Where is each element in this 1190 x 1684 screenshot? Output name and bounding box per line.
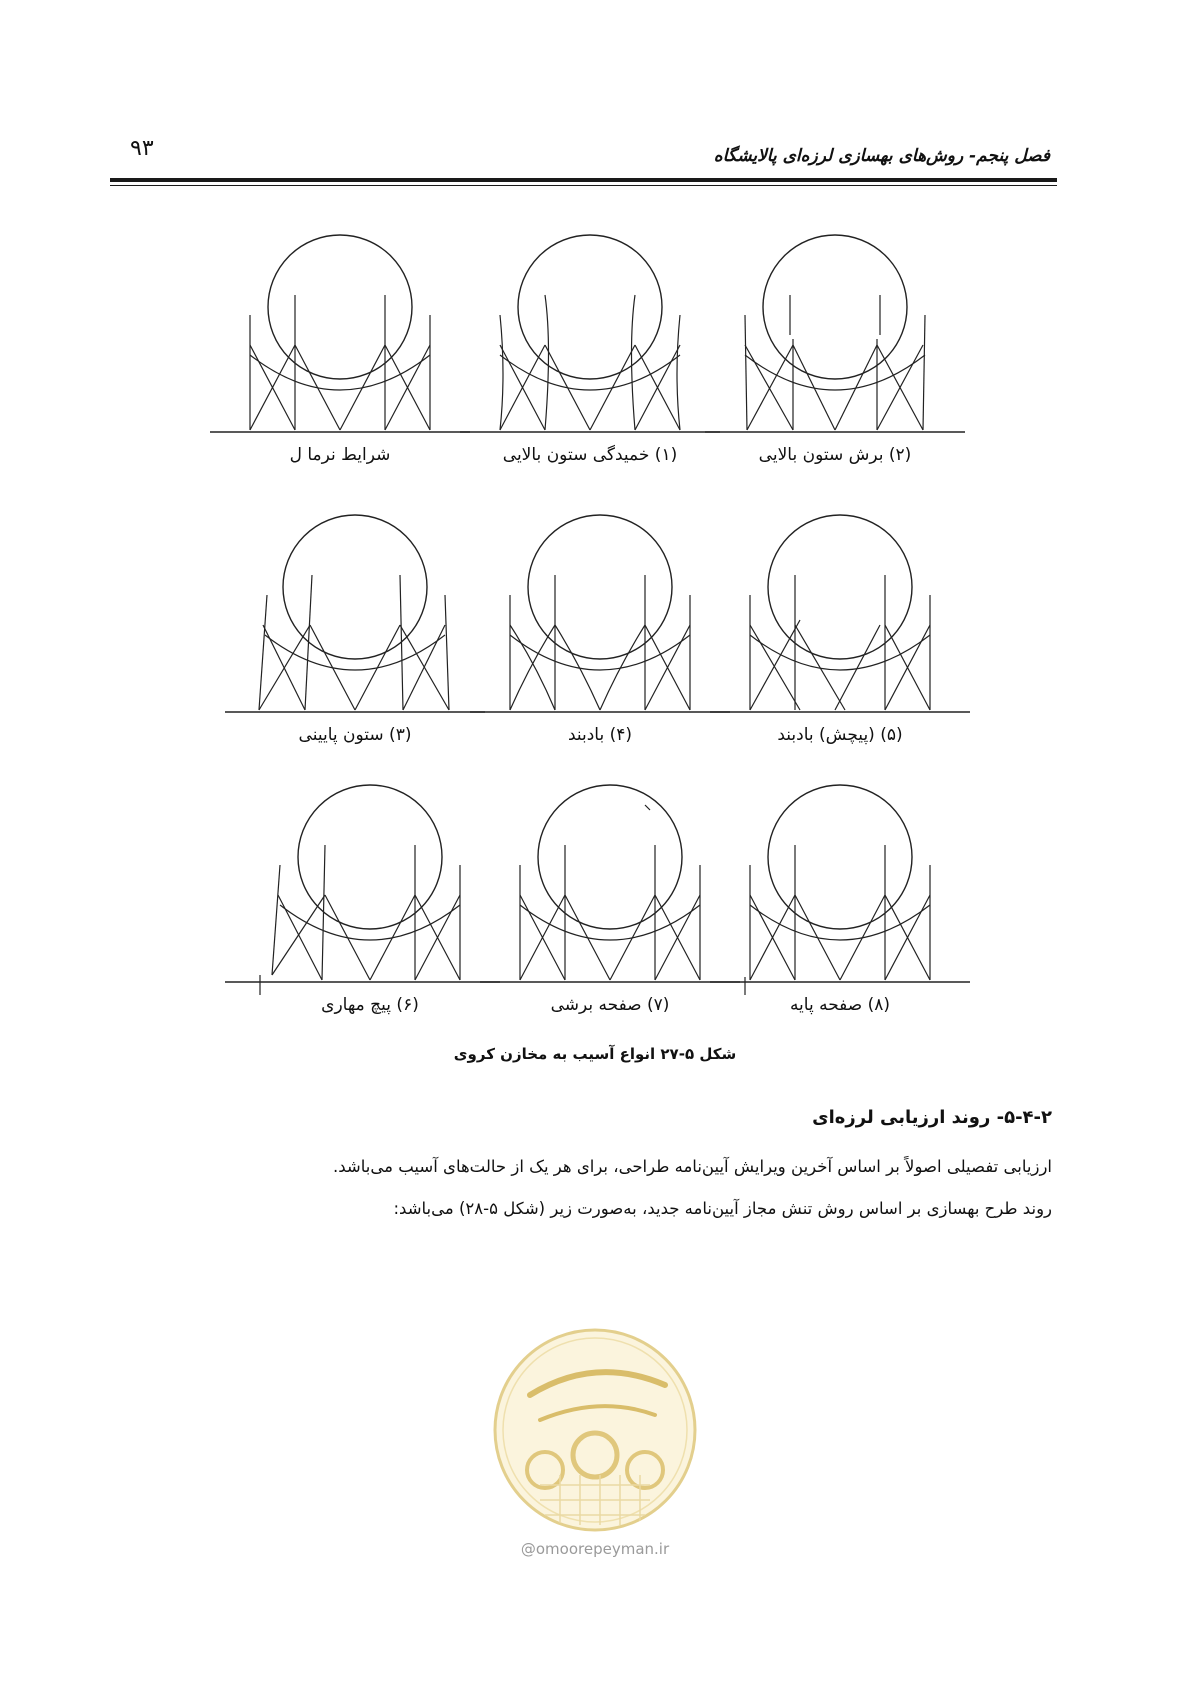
panel-caption: (۱) خمیدگی ستون بالایی (502, 445, 678, 465)
panel-caption: (۳) ستون پایینی (298, 725, 412, 745)
spherical-tank-drawing (715, 235, 955, 435)
panel-caption: (۴) بادبند (567, 725, 633, 745)
panel-caption: (۵) (پیچش) بادبند (777, 725, 903, 745)
section-heading: ۵-۴-۲- روند ارزیابی لرزه‌ای (812, 1107, 1052, 1128)
figure-panel-anchor-bolt (250, 785, 490, 1035)
panel-caption: (۶) پیچ مهاری (321, 995, 419, 1015)
figure-panel-normal (220, 235, 460, 485)
spherical-tank-drawing (235, 515, 475, 715)
watermark-seal-icon (490, 1325, 700, 1535)
spherical-tank-drawing (490, 785, 730, 985)
body-paragraph-1: ارزیابی تفصیلی اصولاً بر اساس آخرین ویرایش آیین‌نامه طراحی، برای هر یک از حالت‌های آسیب می‌باشد. (333, 1157, 1052, 1176)
figure-panel-shear-plate (490, 785, 730, 1035)
spherical-tank-drawing (250, 785, 490, 985)
spherical-tank-drawing (720, 515, 960, 715)
figure-caption: شکل ۵-۲۷ انواع آسیب به مخازن کروی (453, 1045, 737, 1063)
panel-caption: (۷) صفحه برشی (550, 995, 670, 1015)
figure-panel-bracing-torsion (720, 515, 960, 765)
panel-caption: (۲) برش ستون بالایی (758, 445, 912, 465)
panel-caption: شرایط نرما ل (289, 445, 391, 465)
figure-panel-lower-column (235, 515, 475, 765)
watermark-url: @omoorepeyman.ir (520, 1540, 670, 1558)
figure-panel-base-plate (720, 785, 960, 1035)
spherical-tank-drawing (720, 785, 960, 985)
figure-panel-bracing (480, 515, 720, 765)
figure-panel-upper-column-buckling (470, 235, 710, 485)
spherical-tank-drawing (470, 235, 710, 435)
spherical-tank-drawing (480, 515, 720, 715)
panel-caption: (۸) صفحه پایه (789, 995, 891, 1015)
chapter-title: فصل پنجم- روش‌های بهسازی لرزه‌ای پالایشگاه (713, 146, 1050, 166)
page-number: ۹۳ (130, 136, 154, 161)
spherical-tank-drawing (220, 235, 460, 435)
figure-panel-upper-column-shear (715, 235, 955, 485)
body-paragraph-2: روند طرح بهسازی بر اساس روش تنش مجاز آیین‌نامه جدید، به‌صورت زیر (شکل ۵-۲۸) می‌باشد: (393, 1199, 1052, 1218)
watermark-logo (490, 1325, 700, 1565)
